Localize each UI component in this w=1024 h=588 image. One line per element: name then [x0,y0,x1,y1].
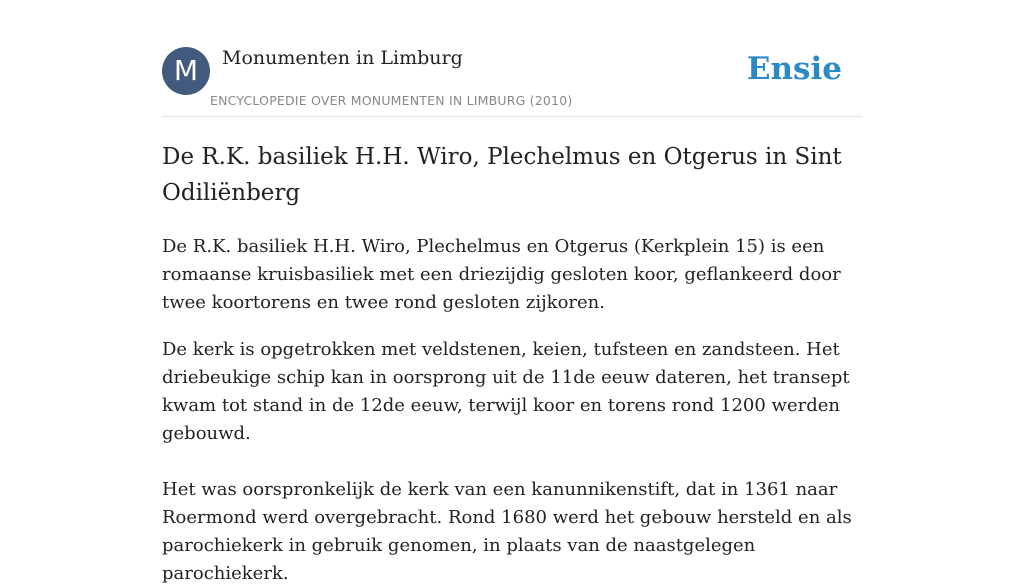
article-paragraph-1: De R.K. basiliek H.H. Wiro, Plechelmus en Otgerus (Kerkplein 15) is een romaanse kruisbasiliek met een driezijdig gesloten koor, geflankeerd door twee koortorens en twee rond gesloten zijkoren. [162,236,841,313]
source-subtitle: ENCYCLOPEDIE OVER MONUMENTEN IN LIMBURG (2010) [210,93,573,108]
source-avatar[interactable]: M [162,47,210,95]
source-title-link[interactable]: Monumenten in Limburg [222,47,463,69]
article-paragraph-2: De kerk is opgetrokken met veldstenen, keien, tufsteen en zandsteen. Het driebeukige schip kan in oorsprong uit de 11de eeuw dateren, het transept kwam tot stand in de 12de eeuw, terwijl koor en torens rond 1200 werden gebouwd. [162,339,850,444]
source-header [162,0,862,117]
ensie-logo-link[interactable]: Ensie [746,51,842,87]
article-page [162,0,862,588]
article-title: De R.K. basiliek H.H. Wiro, Plechelmus en Otgerus in Sint Odiliënberg [162,144,842,206]
article-paragraph-3: Het was oorspronkelijk de kerk van een kanunnikenstift, dat in 1361 naar Roermond werd overgebracht. Rond 1680 werd het gebouw hersteld en als parochiekerk in gebruik genomen, in plaats van de naastgelegen parochiekerk. [162,479,852,584]
